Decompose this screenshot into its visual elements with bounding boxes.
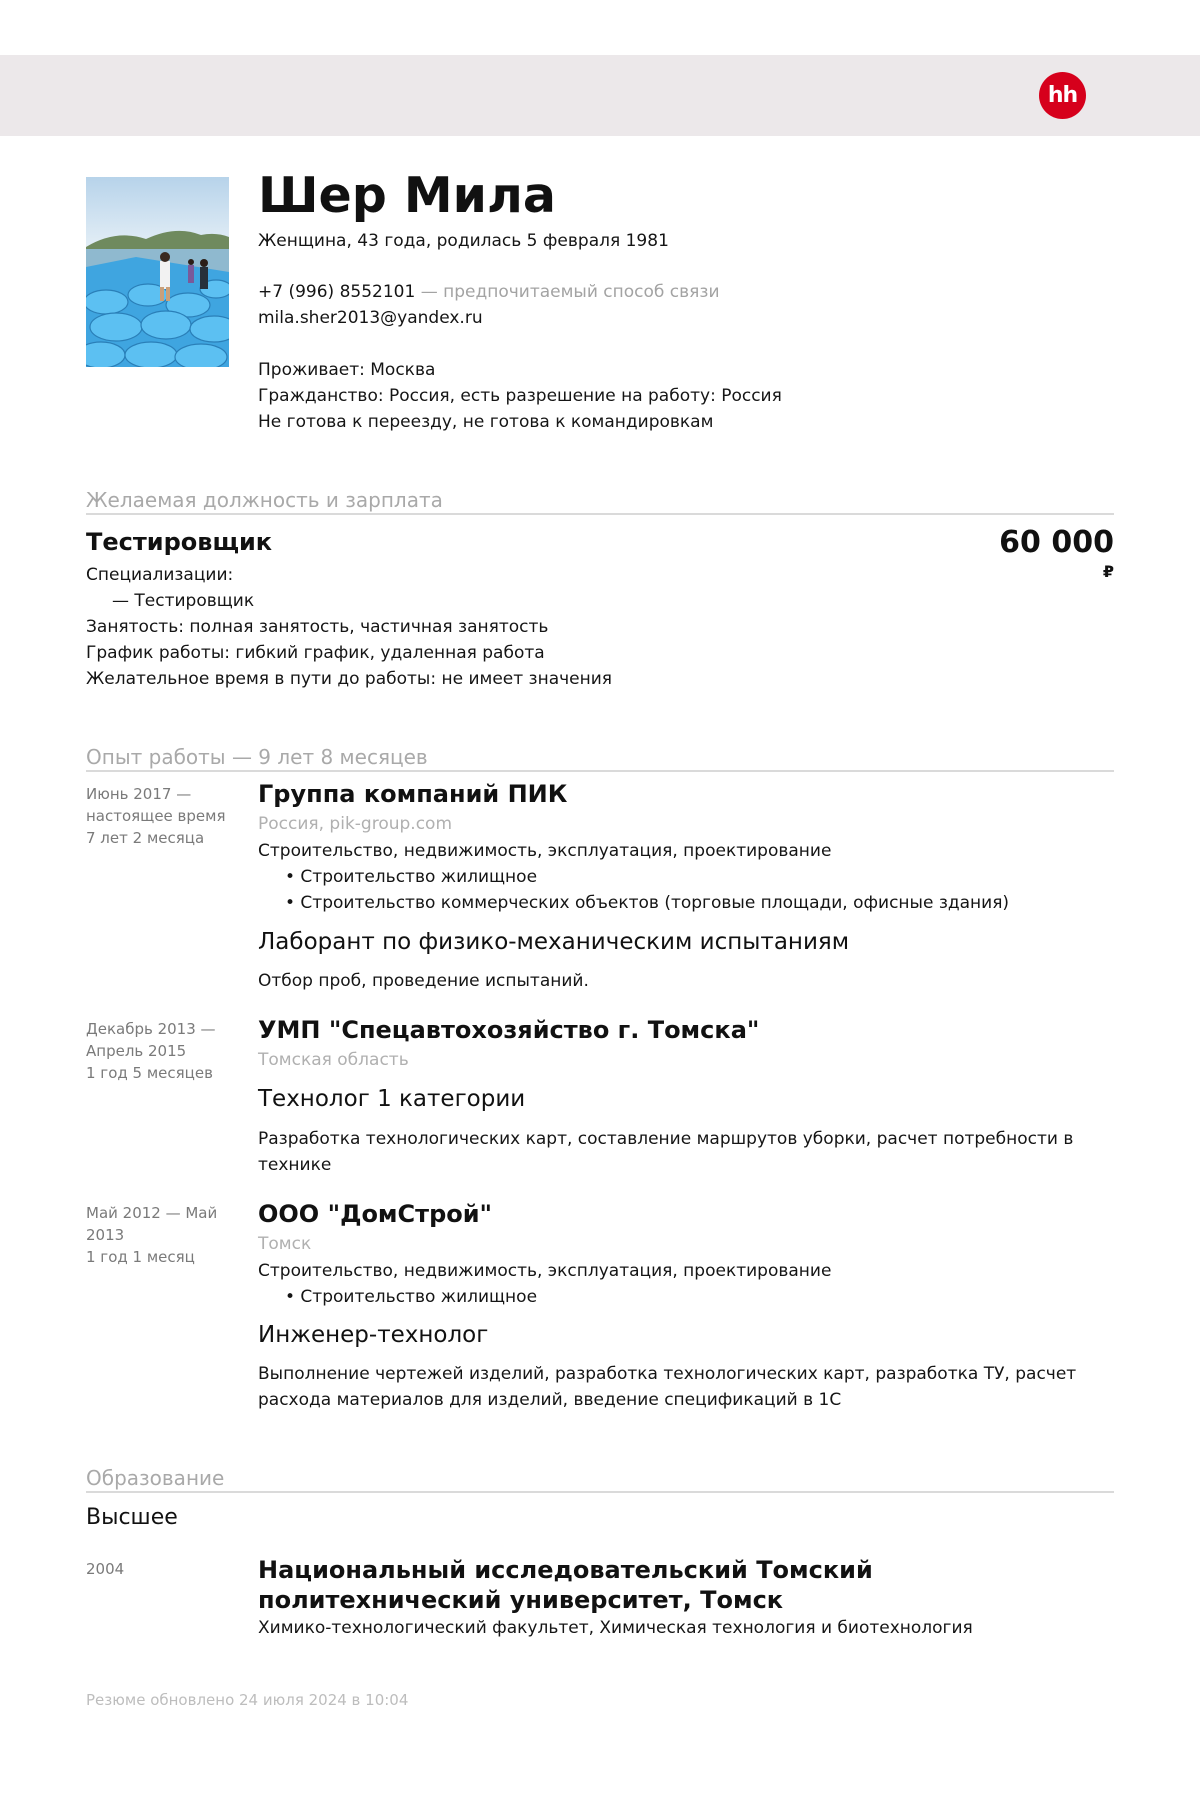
job-company: Группа компаний ПИК	[258, 780, 568, 808]
job-industry-item: • Строительство жилищное	[285, 1287, 538, 1307]
section-title-experience: Опыт работы — 9 лет 8 месяцев	[86, 745, 428, 769]
job-location: Россия, pik-group.com	[258, 814, 453, 834]
job-period: Май 2012 — Май 2013 1 год 1 месяц	[86, 1204, 218, 1266]
specialization-item: — Тестировщик	[112, 591, 255, 611]
commute: Желательное время в пути до работы: не имеет значения	[86, 669, 613, 689]
contact-email[interactable]: mila.sher2013@yandex.ru	[258, 308, 483, 328]
contact-phone-line	[258, 280, 720, 304]
section-title-education: Образование	[86, 1466, 225, 1490]
job-description: Отбор проб, проведение испытаний.	[258, 971, 589, 991]
job-company: УМП "Спецавтохозяйство г. Томска"	[258, 1016, 760, 1044]
residence: Проживает: Москва	[258, 360, 436, 380]
job-period: Июнь 2017 — настоящее время 7 лет 2 месяца	[86, 785, 226, 847]
job-location: Томск	[258, 1234, 312, 1254]
specializations-label: Специализации:	[86, 565, 234, 585]
job-industry: Строительство, недвижимость, эксплуатация, проектирование	[258, 841, 832, 861]
job-role: Инженер-технолог	[258, 1322, 489, 1348]
job-description: Разработка технологических карт, составление маршрутов уборки, расчет потребности в технике	[258, 1129, 1074, 1175]
relocation: Не готова к переезду, не готова к командировкам	[258, 412, 714, 432]
section-title-position: Желаемая должность и зарплата	[86, 488, 443, 512]
avatar-photo	[86, 177, 229, 367]
section-divider	[86, 513, 1114, 515]
education-faculty: Химико-технологический факультет, Химическая технология и биотехнология	[258, 1618, 973, 1638]
hh-logo[interactable]: hh	[1039, 72, 1086, 119]
education-year: 2004	[86, 1560, 125, 1578]
salary: 60 000	[999, 525, 1114, 560]
schedule: График работы: гибкий график, удаленная работа	[86, 643, 545, 663]
education-level: Высшее	[86, 1505, 178, 1530]
phone-number[interactable]: +7 (996) 8552101	[258, 282, 416, 302]
job-location: Томская область	[258, 1050, 409, 1070]
desired-position: Тестировщик	[86, 528, 273, 556]
resume-updated: Резюме обновлено 24 июля 2024 в 10:04	[86, 1691, 409, 1709]
candidate-summary: Женщина, 43 года, родилась 5 февраля 1981	[258, 231, 669, 251]
section-divider	[86, 770, 1114, 772]
candidate-name: Шер Мила	[258, 167, 556, 224]
phone-note: — предпочитаемый способ связи	[415, 282, 720, 302]
job-industry-item: • Строительство жилищное	[285, 867, 538, 887]
job-company: ООО "ДомСтрой"	[258, 1200, 493, 1228]
job-role: Технолог 1 категории	[258, 1086, 526, 1112]
section-divider	[86, 1491, 1114, 1493]
currency-icon: ₽	[1102, 562, 1114, 581]
job-industry: Строительство, недвижимость, эксплуатация, проектирование	[258, 1261, 832, 1281]
job-industry-item: • Строительство коммерческих объектов (торговые площади, офисные здания)	[285, 893, 1010, 913]
header-bar	[0, 55, 1200, 136]
avatar	[86, 177, 229, 367]
citizenship: Гражданство: Россия, есть разрешение на работу: Россия	[258, 386, 782, 406]
education-institution: Национальный исследовательский Томский политехнический университет, Томск	[258, 1556, 873, 1614]
employment: Занятость: полная занятость, частичная занятость	[86, 617, 549, 637]
job-role: Лаборант по физико-механическим испытаниям	[258, 929, 850, 955]
job-description: Выполнение чертежей изделий, разработка технологических карт, разработка ТУ, расчет расхода материалов для изделий, введение спецификаций в 1С	[258, 1364, 1077, 1410]
job-period: Декабрь 2013 — Апрель 2015 1 год 5 месяцев	[86, 1020, 216, 1082]
